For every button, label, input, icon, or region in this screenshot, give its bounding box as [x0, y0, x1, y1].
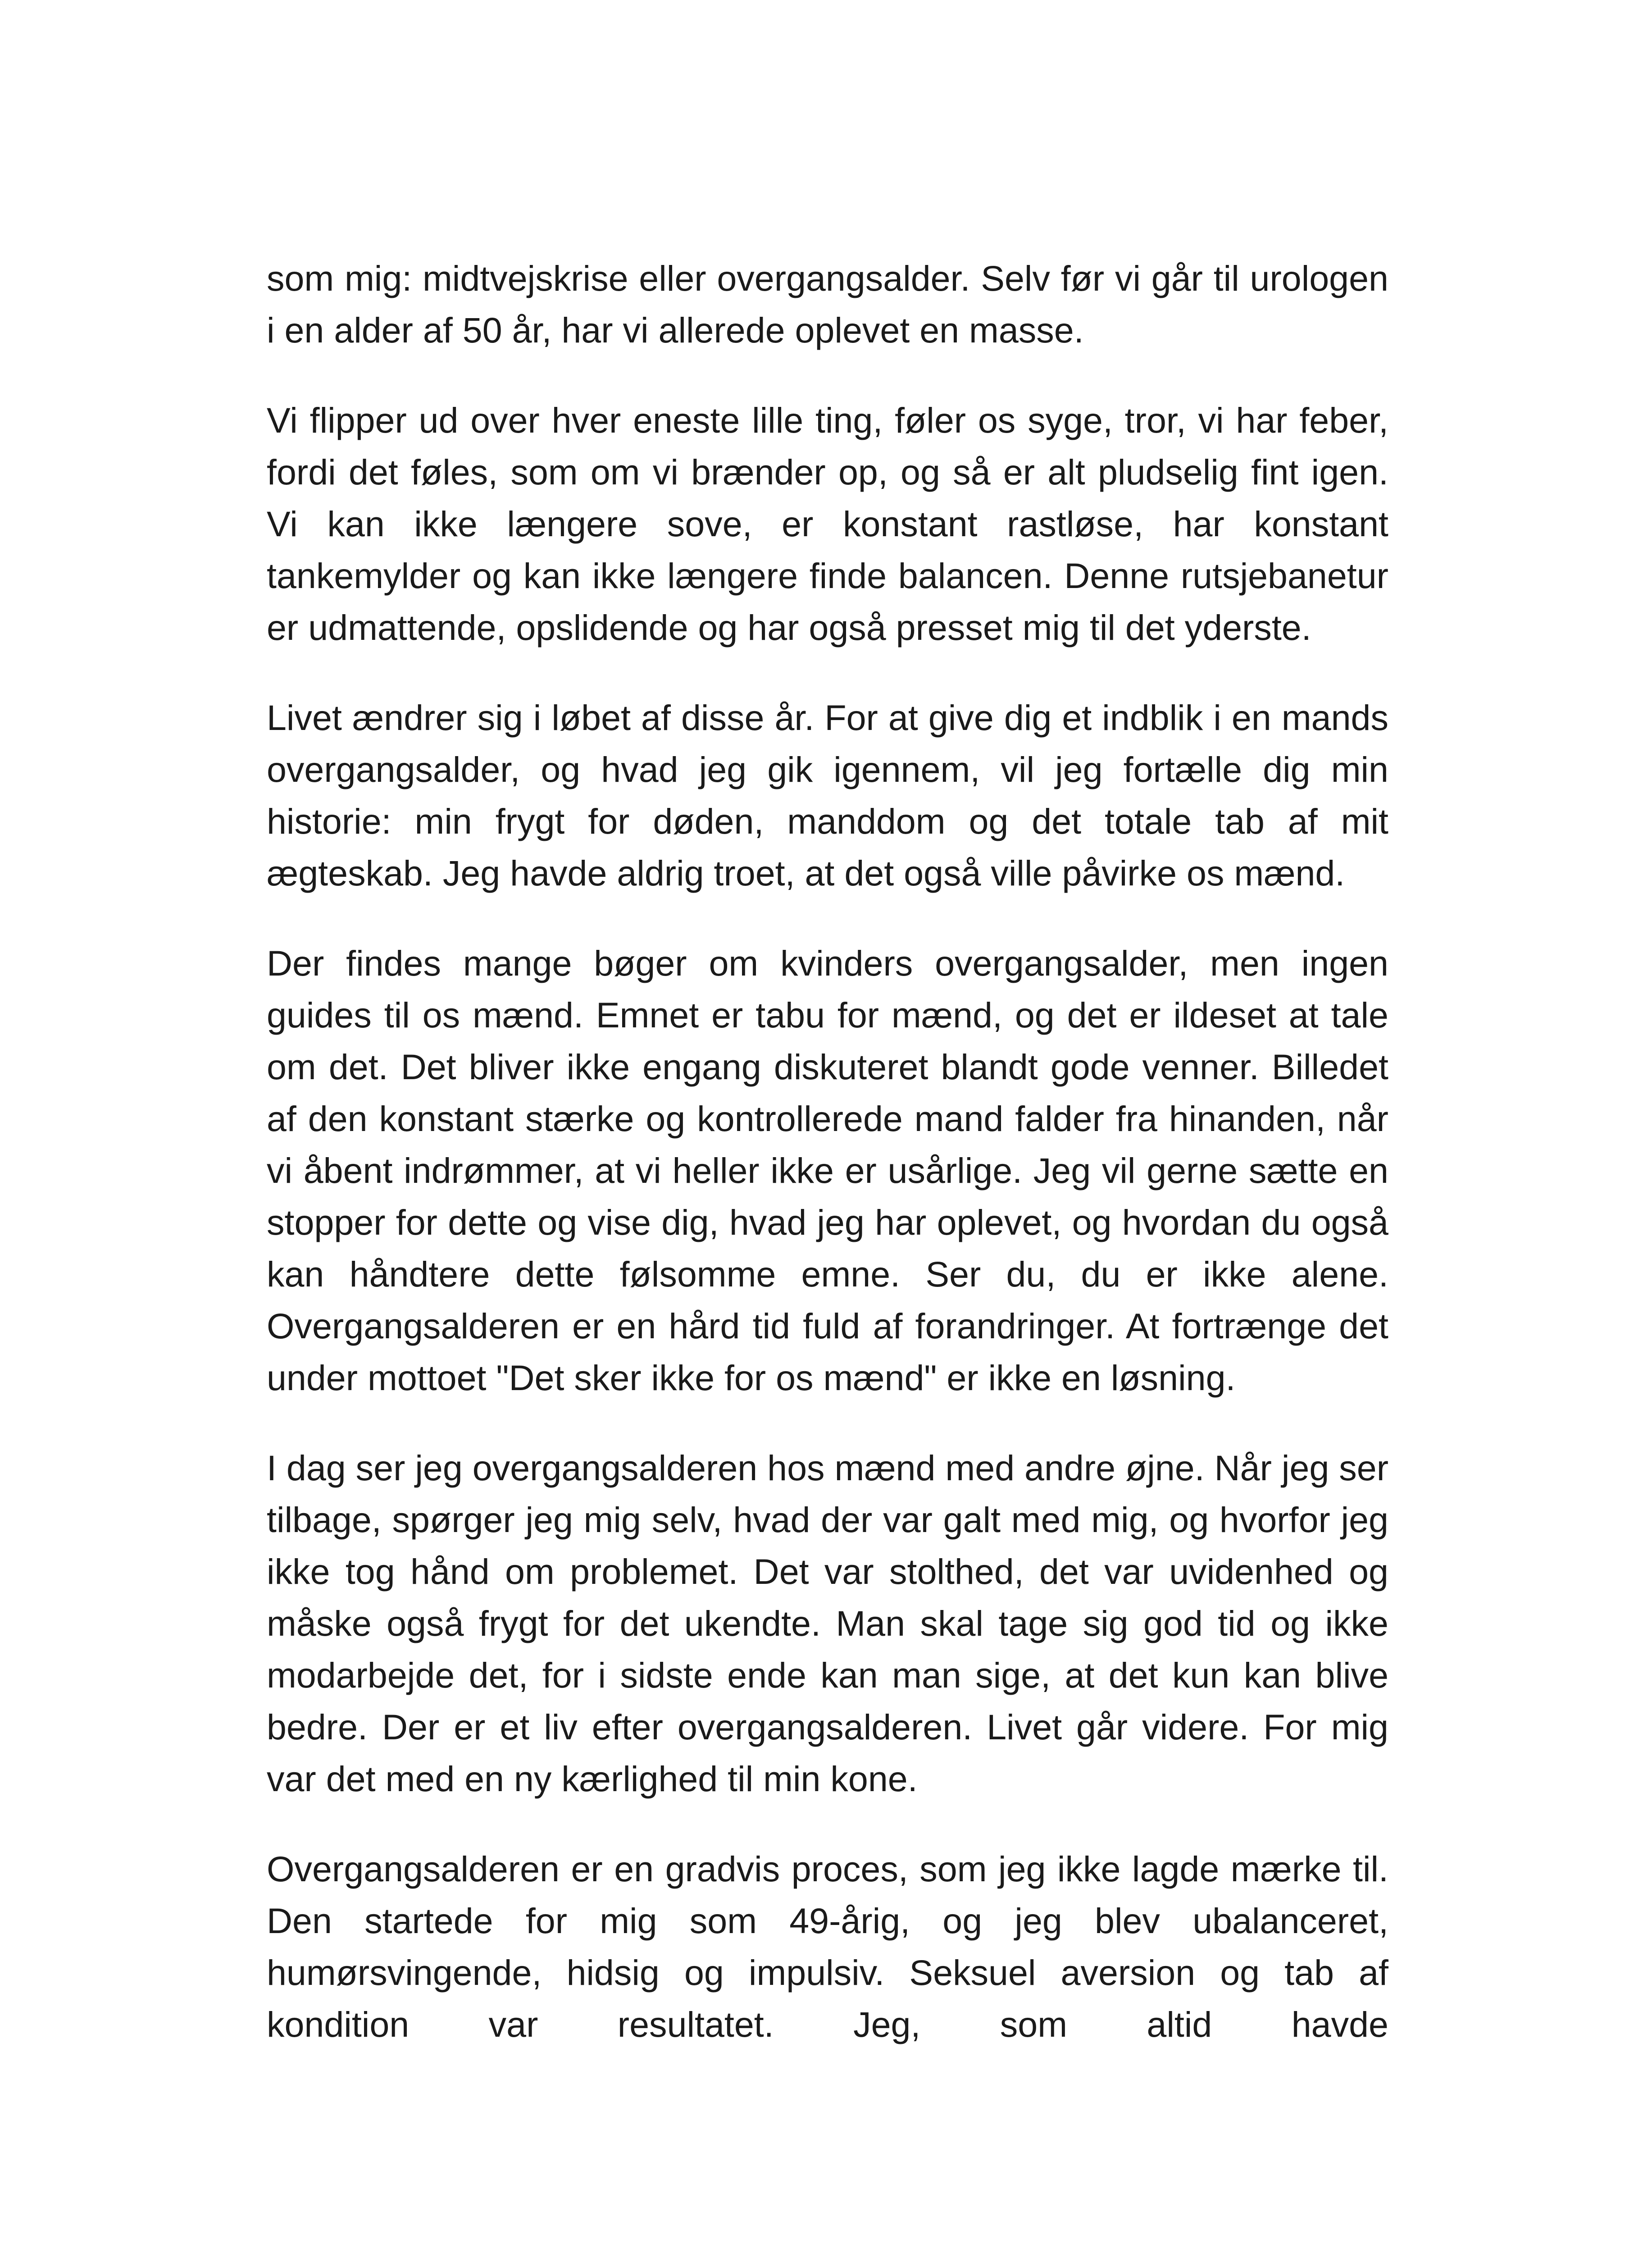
document-body [267, 252, 1388, 2050]
paragraph-4: Der findes mange bøger om kvinders overgangsalder, men ingen guides til os mænd. Emnet er tabu for mænd, og det er ildeset at tale om det. Det bliver ikke engang diskuteret blandt gode venner. Billedet af den konstant stærke og kontrollerede mand falder fra hinanden, når vi åbent indrømmer, at vi heller ikke er usårlige. Jeg vil gerne sætte en stopper for dette og vise dig, hvad jeg har oplevet, og hvordan du også kan håndtere dette følsomme emne. Ser du, du er ikke alene. Overgangsalderen er en hård tid fuld af forandringer. At fortrænge det under mottoet "Det sker ikke for os mænd" er ikke en løsning. [267, 943, 1388, 1398]
paragraph-5: I dag ser jeg overgangsalderen hos mænd med andre øjne. Når jeg ser tilbage, spørger jeg mig selv, hvad der var galt med mig, og hvorfor jeg ikke tog hånd om problemet. Det var stolthed, det var uvidenhed og måske også frygt for det ukendte. Man skal tage sig god tid og ikke modarbejde det, for i sidste ende kan man sige, at det kun kan blive bedre. Der er et liv efter overgangsalderen. Livet går videre. For mig var det med en ny kærlighed til min kone. [267, 1448, 1388, 1799]
paragraph-6: Overgangsalderen er en gradvis proces, som jeg ikke lagde mærke til. Den startede for mig som 49-årig, og jeg blev ubalanceret, humørsvingende, hidsig og impulsiv. Seksuel aversion og tab af kondition var resultatet. Jeg, som altid havde [267, 1849, 1388, 2044]
paragraph-3: Livet ændrer sig i løbet af disse år. For at give dig et indblik i en mands overgangsalder, og hvad jeg gik igennem, vil jeg fortælle dig min historie: min frygt for døden, manddom og det totale tab af mit ægteskab. Jeg havde aldrig troet, at det også ville påvirke os mænd. [267, 698, 1388, 893]
paragraph-2: Vi flipper ud over hver eneste lille ting, føler os syge, tror, vi har feber, fordi det føles, som om vi brænder op, og så er alt pludselig fint igen. Vi kan ikke længere sove, er konstant rastløse, har konstant tankemylder og kan ikke længere finde balancen. Denne rutsjebanetur er udmattende, opslidende og har også presset mig til det yderste. [267, 400, 1388, 648]
paragraph-1: som mig: midtvejskrise eller overgangsalder. Selv før vi går til urologen i en alder af 50 år, har vi allerede oplevet en masse. [267, 258, 1388, 350]
